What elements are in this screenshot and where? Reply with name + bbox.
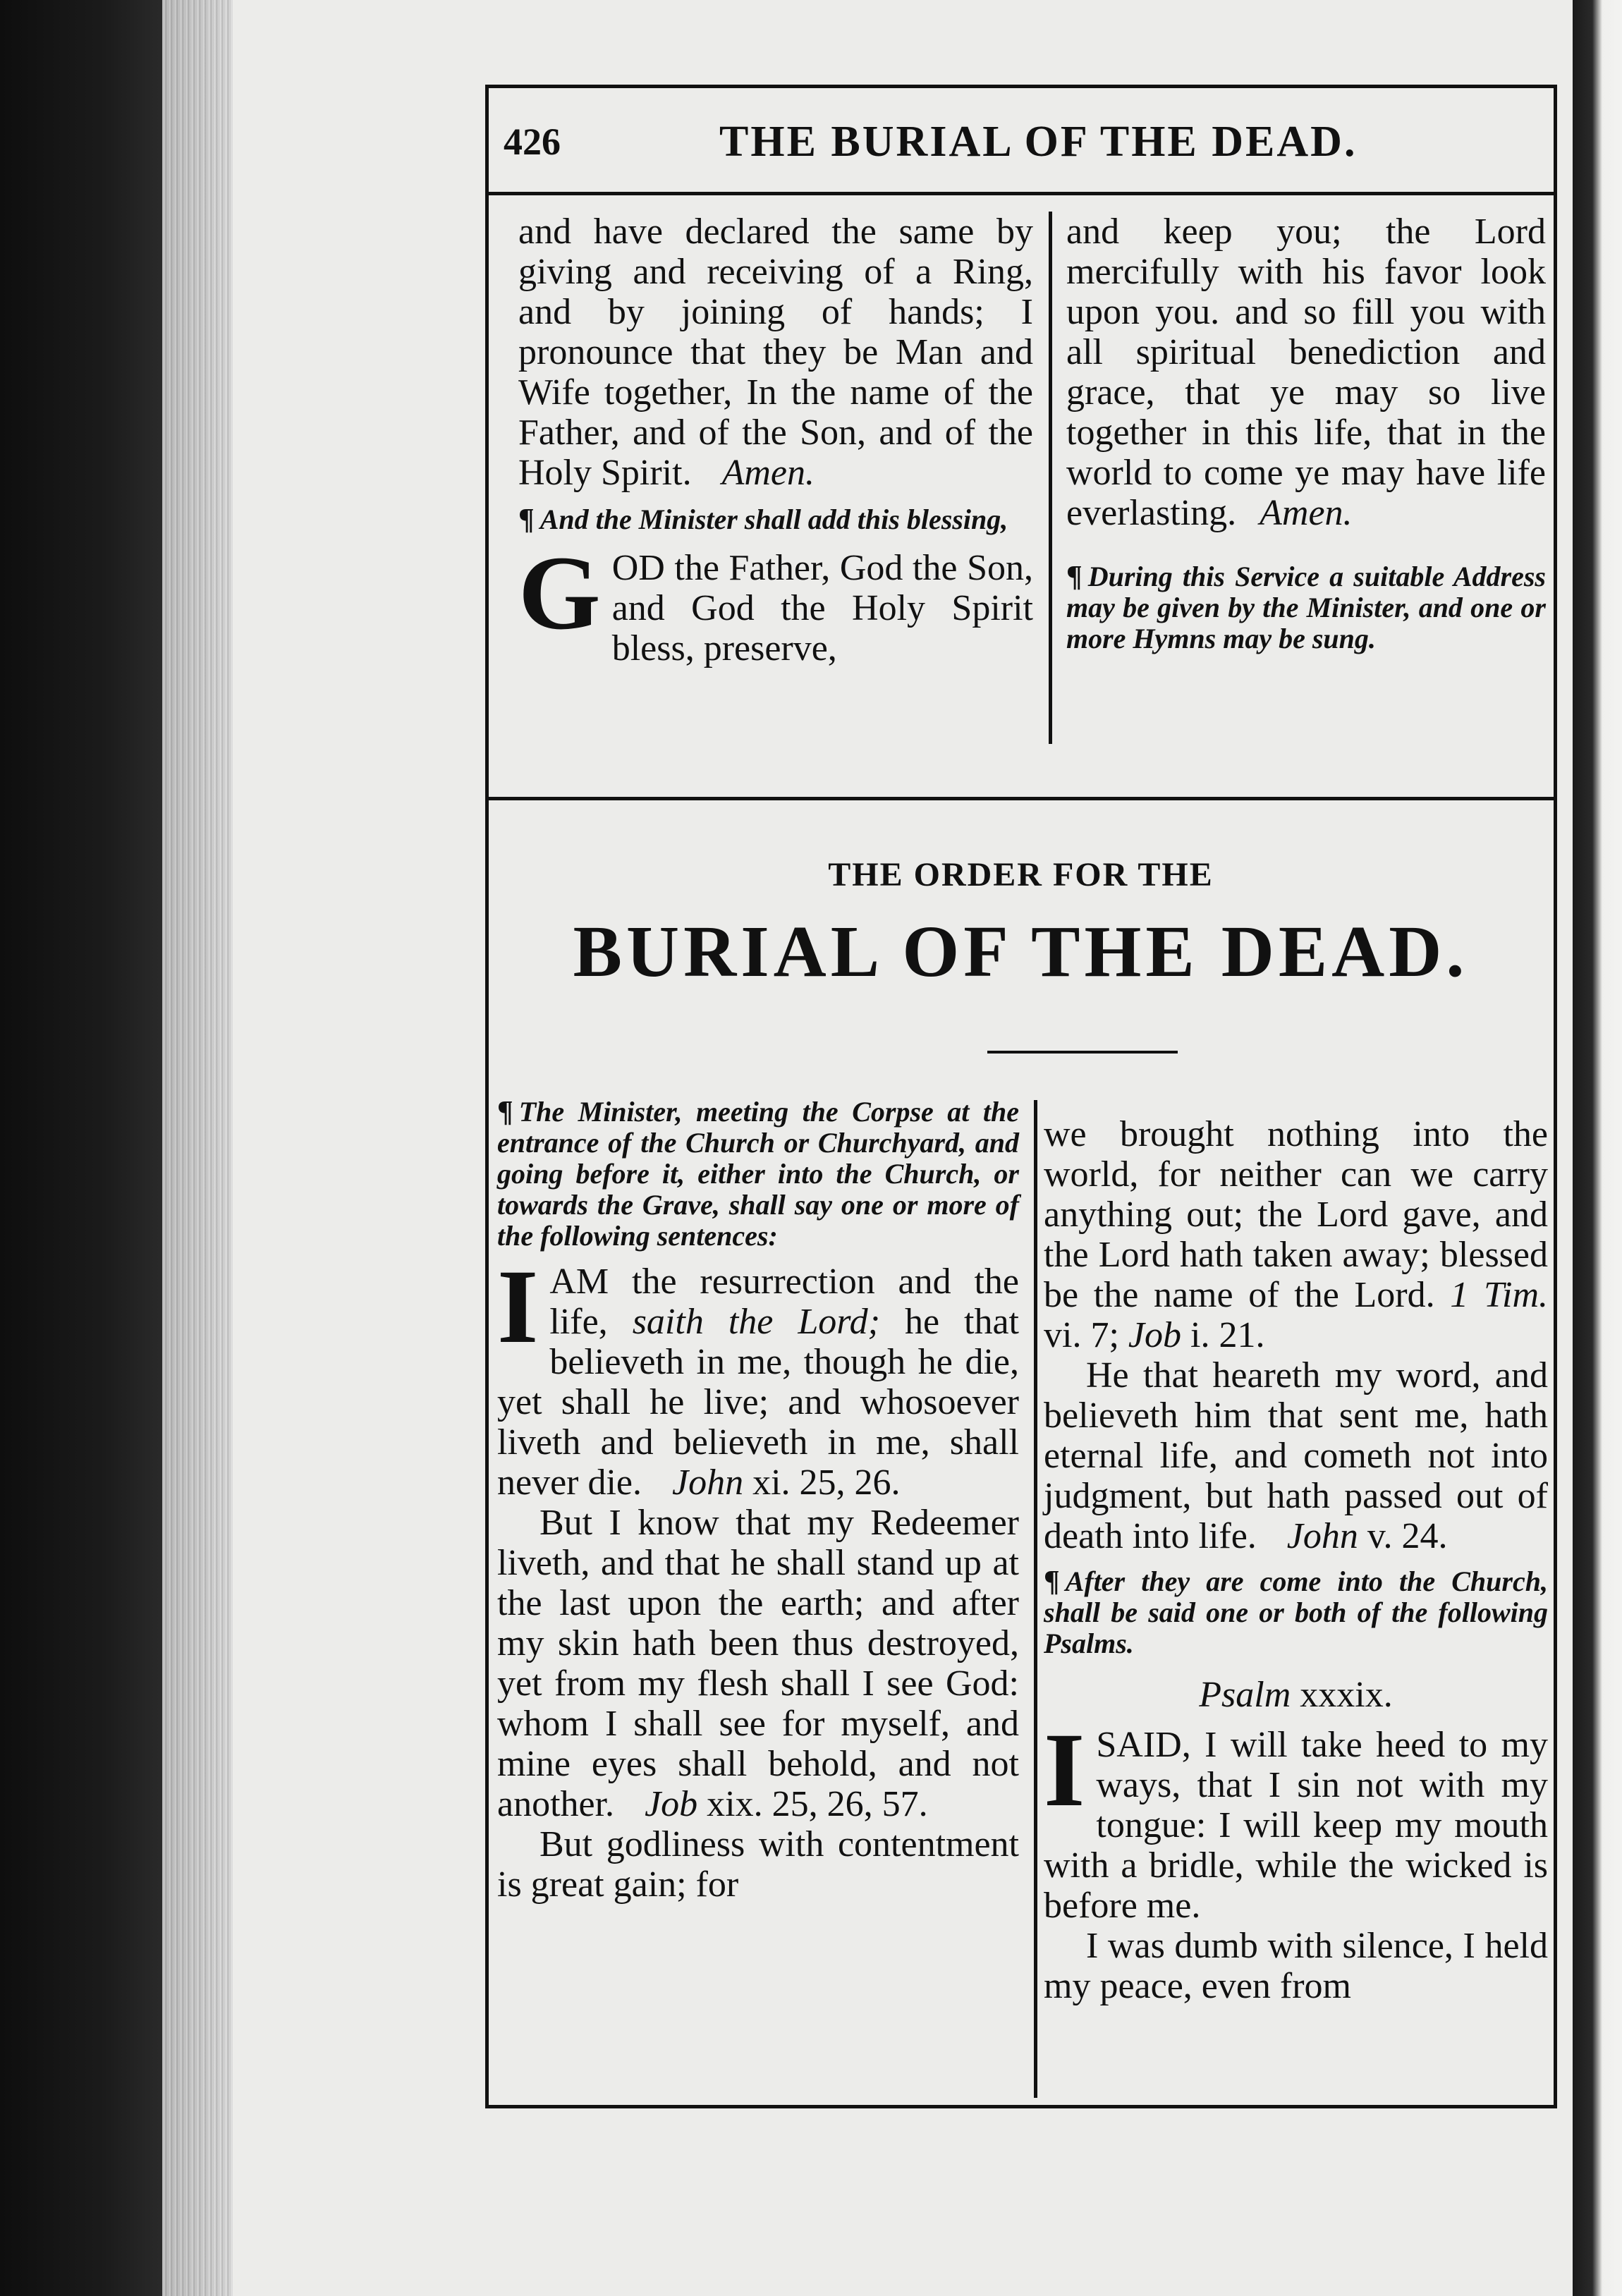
- section-title: BURIAL OF THE DEAD.: [573, 911, 1469, 992]
- rubric-psalms: ¶ After they are come into the Church, shall be said one or both of the following Psalms.: [1044, 1565, 1548, 1659]
- pilcrow-icon: ¶: [1066, 561, 1083, 593]
- dropcap-i: I: [497, 1248, 539, 1365]
- rubric-minister-meeting: ¶ The Minister, meeting the Corpse at the entrance of the Church or Churchyard, and going before it, either into the Church, or towards the Grave, shall say one or more of the following sentences:: [497, 1096, 1019, 1252]
- running-head: [487, 111, 1551, 189]
- psalm-verse-2: I was dumb with silence, I held my peace, even from: [1044, 1926, 1548, 2006]
- page-number: 426: [504, 121, 561, 163]
- blessing-continuation: and keep you; the Lord mercifully with his favor look upon you. and so fill you with all spiritual benediction and grace, that ye may so live together in this life, that in the world to come ye may have life everlasting. Amen.: [1066, 212, 1546, 533]
- psalm-verse-1: ISAID, I will take heed to my ways, that I sin not with my tongue: I will keep my mouth with a bridle, while the wicked is before me.: [1044, 1711, 1548, 1926]
- rubric-blessing: ¶ And the Minister shall add this blessing,: [518, 503, 1008, 536]
- order-line: THE ORDER FOR THE: [828, 856, 1214, 893]
- top-column-divider: [1049, 212, 1052, 744]
- facing-page-edge: [1573, 0, 1622, 2296]
- dropcap-g: G: [518, 535, 601, 652]
- marriage-pronouncement: and have declared the same by giving and receiving of a Ring, and by joining of hands; I pronounce that they be Man and Wife together, In the name of the Father, and of the Son, and of the Holy Spirit. Amen.: [518, 212, 1033, 493]
- section-divider: [487, 797, 1555, 800]
- pilcrow-icon: ¶: [1044, 1565, 1060, 1598]
- sentence-godliness: But godliness with contentment is great gain; for: [497, 1824, 1019, 1905]
- running-title: THE BURIAL OF THE DEAD.: [719, 118, 1358, 166]
- pilcrow-icon: ¶: [497, 1096, 513, 1128]
- bottom-column-divider: [1034, 1100, 1037, 2098]
- rubric-service-address: ¶ During this Service a suitable Address may be given by the Minister, and one or more Hymns may be sung.: [1066, 561, 1546, 654]
- sentence-resurrection: IAM the resurrection and the life, saith the Lord; he that believeth in me, though he die, yet shall he live; and whosoever liveth and believeth in me, shall never die. John xi. 25, 26.: [497, 1248, 1020, 1503]
- sentence-godliness-cont: we brought nothing into the world, for neither can we carry anything out; the Lord gave, and the Lord hath taken away; blessed be the name of the Lord. 1 Tim. vi. 7; Job i. 21.: [1044, 1114, 1549, 1355]
- sentence-redeemer: But I know that my Redeemer liveth, and that he shall stand up at the last upon the earth; and after my skin hath been thus destroyed, yet from my flesh shall I see God: whom I shall see for myself, and mine eyes shall behold, and not another. Job xix. 25, 26, 57.: [497, 1503, 1019, 1824]
- bottom-right-column: [1044, 1114, 1548, 2006]
- pilcrow-icon: ¶: [518, 503, 535, 536]
- sentence-heareth: He that heareth my word, and believeth him that sent me, hath eternal life, and cometh not into judgment, but hath passed out of death into life. John v. 24.: [1044, 1355, 1548, 1556]
- title-underline: [987, 1051, 1178, 1054]
- psalm-heading: Psalm xxxix.: [1199, 1675, 1393, 1715]
- bottom-left-column: [497, 1097, 1019, 1905]
- header-rule: [487, 192, 1555, 195]
- top-right-column: [1066, 212, 1546, 654]
- top-left-column: [518, 212, 1033, 668]
- blessing-text: GOD the Father, God the Son, and God the Holy Spirit bless, preserve,: [518, 535, 1033, 668]
- dropcap-i: I: [1044, 1711, 1085, 1828]
